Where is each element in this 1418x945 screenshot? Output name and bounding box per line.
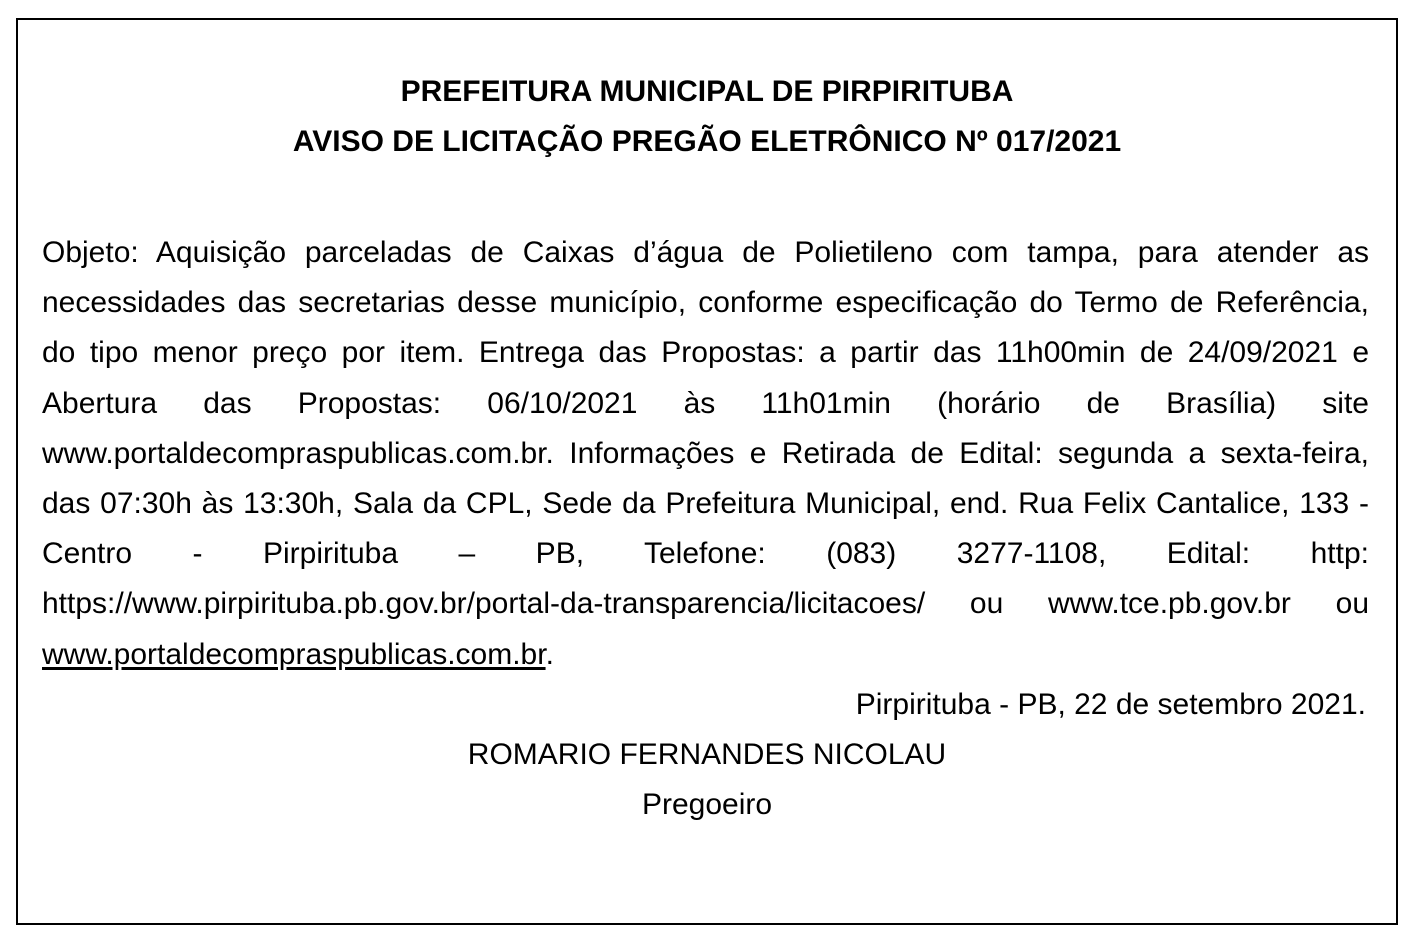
signer-role: Pregoeiro bbox=[641, 788, 773, 821]
notice-date: Pirpirituba - PB, 22 de setembro 2021. bbox=[855, 688, 1366, 721]
notice-heading-title: AVISO DE LICITAÇÃO PREGÃO ELETRÔNICO Nº 017/2021 bbox=[292, 125, 1122, 158]
portal-link[interactable]: www.portaldecompraspublicas.com.br bbox=[42, 637, 546, 671]
notice-body-text: Objeto: Aquisição parceladas de Caixas d’água de Polietileno com tampa, para atender as necessidades das secretarias desse município, conforme especificação do Termo de Referência, do tipo menor preço por item. Entrega das Propostas: a partir das 11h00min de 24/09/2021 e Abertura das Propostas: 06/10/2021 às 11h01min (horário de Brasília) site www.portaldecompraspublicas.com.br. Informações e Retirada de Edital: segunda a sexta-feira, das 07:30h às 13:30h, Sala da CPL, Sede da Prefeitura Municipal, end. Rua Felix Cantalice, 133 - Centro - Pirpirituba – PB, Telefone: (083) 3277-1108, Edital: http: https://www.pirpirituba.pb.gov.br/portal-da-transparencia/licitacoes/ ou www.tce.pb.gov.br ou bbox=[42, 236, 1369, 621]
notice-heading-municipality: PREFEITURA MUNICIPAL DE PIRPIRITUBA bbox=[400, 75, 1014, 108]
signer-name: ROMARIO FERNANDES NICOLAU bbox=[467, 738, 947, 771]
notice-body-end: . bbox=[545, 637, 554, 671]
notice-box bbox=[16, 18, 1398, 925]
notice-body bbox=[42, 228, 1369, 680]
